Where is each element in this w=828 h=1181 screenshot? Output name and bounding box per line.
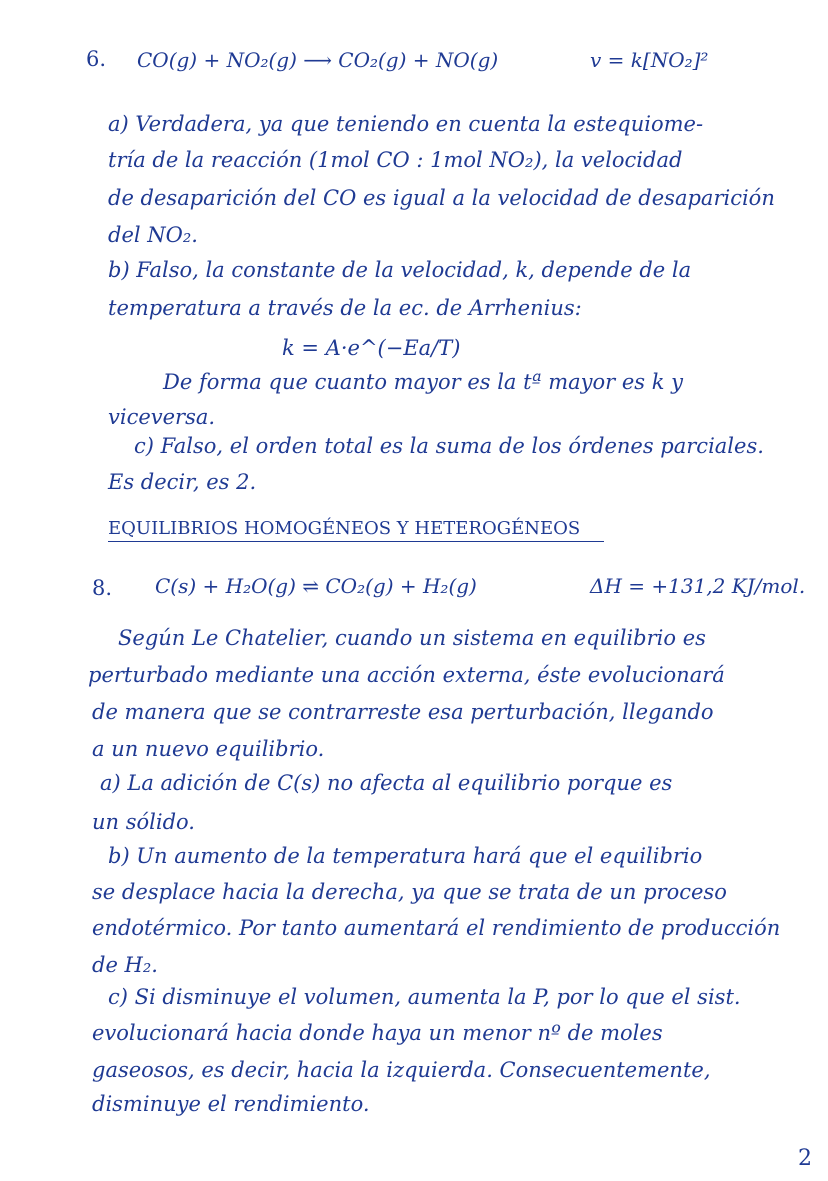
problem-8-part-b-line-2: se desplace hacia la derecha, ya que se trata de un proceso (92, 880, 727, 904)
problem-8-part-a-line-1: a) La adición de C(s) no afecta al equilibrio porque es (100, 771, 673, 795)
problem-6-part-c-line-1: c) Falso, el orden total es la suma de los órdenes parciales. (134, 434, 764, 458)
problem-6-part-b-cont-line-2: viceversa. (108, 405, 216, 429)
problem-6-rate-law: v = k[NO₂]² (590, 48, 709, 72)
problem-8-equation: C(s) + H₂O(g) ⇌ CO₂(g) + H₂(g) (155, 574, 477, 598)
problem-8-part-b-line-1: b) Un aumento de la temperatura hará que el equilibrio (108, 844, 703, 868)
problem-8-part-b-line-4: de H₂. (92, 953, 158, 977)
problem-8-enthalpy: ΔH = +131,2 KJ/mol. (590, 574, 806, 598)
problem-6-part-c-line-2: Es decir, es 2. (108, 470, 257, 494)
problem-8-intro-line-1: Según Le Chatelier, cuando un sistema en equilibrio es (118, 626, 706, 650)
problem-8-intro-line-3: de manera que se contrarreste esa perturbación, llegando (92, 700, 714, 724)
problem-8-part-c-line-1: c) Si disminuye el volumen, aumenta la P, por lo que el sist. (108, 985, 741, 1009)
page-number: 2 (798, 1146, 812, 1171)
problem-6-part-a-line-2: tría de la reacción (1mol CO : 1mol NO₂), la velocidad (108, 148, 683, 172)
problem-8-part-b-line-3: endotérmico. Por tanto aumentará el rendimiento de producción (92, 916, 781, 940)
arrhenius-equation: k = A·e^(−Ea/T) (282, 336, 461, 360)
problem-6-part-a-line-1: a) Verdadera, ya que teniendo en cuenta la estequiome- (108, 112, 704, 136)
problem-6-part-b-line-1: b) Falso, la constante de la velocidad, k, depende de la (108, 258, 692, 282)
problem-6-part-b-line-2: temperatura a través de la ec. de Arrhenius: (108, 296, 582, 320)
problem-8-part-c-line-2: evolucionará hacia donde haya un menor nº de moles (92, 1021, 663, 1045)
problem-6-part-a-line-4: del NO₂. (108, 223, 198, 247)
problem-8-part-c-line-3: gaseosos, es decir, hacia la izquierda. Consecuentemente, (92, 1058, 711, 1082)
problem-8-intro-line-2: perturbado mediante una acción externa, éste evolucionará (88, 663, 725, 687)
problem-8-part-a-line-2: un sólido. (92, 810, 195, 834)
section-heading: EQUILIBRIOS HOMOGÉNEOS Y HETEROGÉNEOS (108, 518, 581, 539)
problem-6-part-a-line-3: de desaparición del CO es igual a la velocidad de desaparición (108, 186, 775, 210)
problem-6-equation: CO(g) + NO₂(g) ⟶ CO₂(g) + NO(g) (137, 48, 499, 72)
problem-8-part-c-line-4: disminuye el rendimiento. (92, 1092, 370, 1116)
problem-8-number: 8. (92, 576, 113, 600)
section-heading-underline (108, 541, 604, 542)
problem-6-part-b-cont-line-1: De forma que cuanto mayor es la tª mayor es k y (163, 370, 683, 394)
problem-8-intro-line-4: a un nuevo equilibrio. (92, 737, 325, 761)
problem-6-number: 6. (86, 47, 107, 71)
